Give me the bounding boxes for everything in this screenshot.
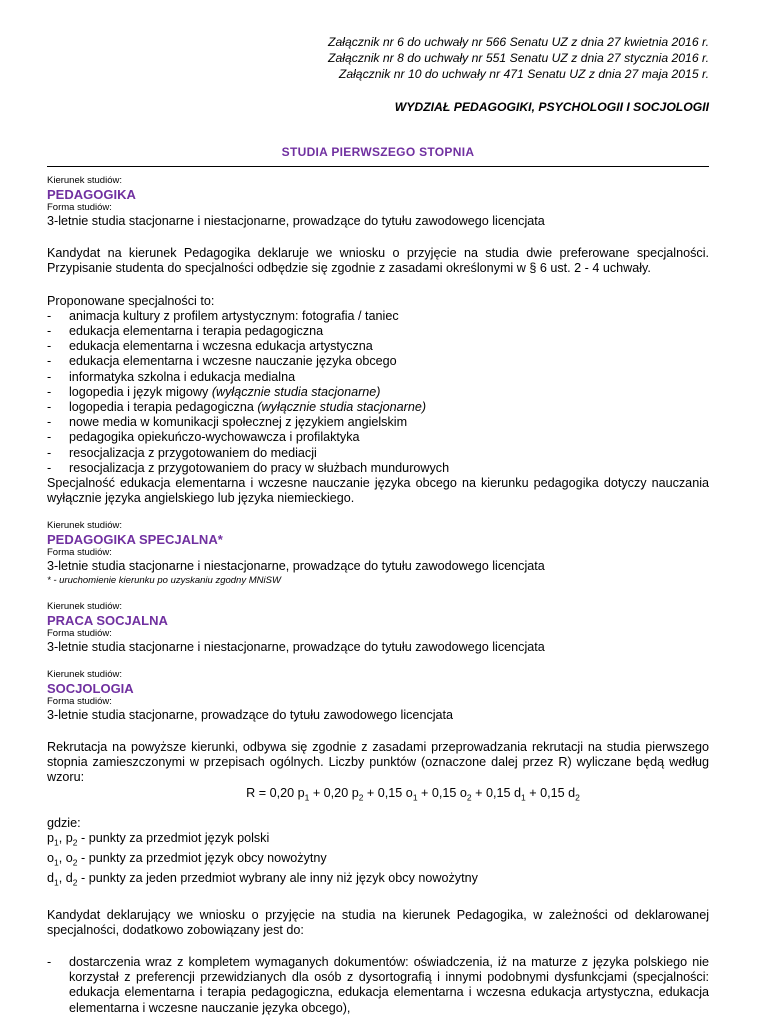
- list-item: - edukacja elementarna i terapia pedagogiczna: [47, 324, 324, 339]
- pedagogika-intro: Kandydat na kierunek Pedagogika deklaruje we wniosku o przyjęcie na studia dwie preferowane specjalności. Przypisanie studenta do specjalności odbędzie się zgodnie z zasadami określonymi w § 6 ust. 2 - 4 uchwały.: [47, 246, 709, 276]
- list-item: - edukacja elementarna i wczesne nauczanie języka obcego: [47, 354, 397, 369]
- program-form: 3-letnie studia stacjonarne, prowadzące do tytułu zawodowego licencjata: [47, 707, 454, 722]
- annex-line-1: Załącznik nr 6 do uchwały nr 566 Senatu UZ z dnia 27 kwietnia 2016 r.: [328, 35, 709, 49]
- list-item: - resocjalizacja z przygotowaniem do pracy w służbach mundurowych: [47, 460, 450, 475]
- forma-label: Forma studiów:: [47, 695, 112, 707]
- program-name: PEDAGOGIKA SPECJALNA*: [47, 532, 223, 548]
- forma-label: Forma studiów:: [47, 547, 112, 559]
- list-item: - informatyka szkolna i edukacja medialna: [47, 369, 296, 384]
- list-item: - animacja kultury z profilem artystycznym: fotografia / taniec: [47, 308, 399, 323]
- program-form: 3-letnie studia stacjonarne i niestacjonarne, prowadzące do tytułu zawodowego licencjata: [47, 214, 545, 228]
- program-pedagogika-specjalna: [47, 520, 709, 586]
- specializations-title: Proponowane specjalności to:: [47, 293, 215, 308]
- faculty-title: WYDZIAŁ PEDAGOGIKI, PSYCHOLOGII I SOCJOLOGII: [394, 100, 709, 114]
- program-form: 3-letnie studia stacjonarne i niestacjonarne, prowadzące do tytułu zawodowego licencjata: [47, 559, 545, 574]
- specializations-block: [47, 294, 709, 507]
- declaration-item: - dostarczenia wraz z kompletem wymaganych dokumentów: oświadczenia, iż na maturze z języka polskiego nie korzystał z preferencji przewidzianych dla osób z dysortografią i innymi podobnymi dysfunkcjami (specjalności: edukacja elementarna i terapia pedagogiczna, edukacja elementarna i wczesna edukacja artystyczna, edukacja elementarna i wczesne nauczanie języka obcego),: [47, 954, 709, 1015]
- recruitment-text: Rekrutacja na powyższe kierunki, odbywa się zgodnie z zasadami przeprowadzania rekrutacji na studia pierwszego stopnia zamieszczonymi w przepisach ogólnych. Liczby punktów (oznaczone dalej przez R) wyliczane będą według wzoru:: [47, 740, 709, 785]
- list-item: - logopedia i język migowy (wyłącznie studia stacjonarne): [47, 384, 381, 399]
- kierunek-label: Kierunek studiów:: [47, 520, 122, 532]
- definitions: [47, 816, 709, 890]
- forma-label: Forma studiów:: [47, 627, 112, 639]
- list-item: - pedagogika opiekuńczo-wychowawcza i profilaktyka: [47, 430, 360, 445]
- list-item: - edukacja elementarna i wczesna edukacja artystyczna: [47, 339, 373, 354]
- list-item-note: (wyłącznie studia stacjonarne): [257, 400, 427, 415]
- section-title: STUDIA PIERWSZEGO STOPNIA: [281, 145, 475, 159]
- program-praca-socjalna: [47, 601, 709, 655]
- kierunek-label: Kierunek studiów:: [47, 175, 122, 186]
- program-name: PEDAGOGIKA: [47, 187, 136, 202]
- list-item: - nowe media w komunikacji społecznej z językiem angielskim: [47, 415, 408, 430]
- program-socjologia: [47, 669, 709, 723]
- footnote: * - uruchomienie kierunku po uzyskaniu zgodny MNiSW: [47, 574, 281, 586]
- divider: [47, 166, 709, 167]
- list-item: - resocjalizacja z przygotowaniem do mediacji: [47, 445, 317, 460]
- definition-d: $d_1$, $d_2$ - punkty za jeden przedmiot wybrany ale inny niż język obcy nowożytny: [47, 870, 478, 888]
- document-page: [47, 0, 709, 1016]
- where-label: gdzie:: [47, 816, 81, 831]
- kierunek-label: Kierunek studiów:: [47, 600, 122, 612]
- annex-line-3: Załącznik nr 10 do uchwały nr 471 Senatu UZ z dnia 27 maja 2015 r.: [338, 67, 709, 81]
- program-name: PRACA SOCJALNA: [47, 612, 168, 628]
- program-name: SOCJOLOGIA: [47, 680, 134, 696]
- kierunek-label: Kierunek studiów:: [47, 668, 122, 680]
- declaration-text: Kandydat deklarujący we wniosku o przyjęcie na studia na kierunek Pedagogika, w zależności od deklarowanej specjalności, dodatkowo zobowiązany jest do:: [47, 907, 709, 937]
- list-item-note: (wyłącznie studia stacjonarne): [211, 384, 381, 399]
- specializations-list: [47, 309, 709, 476]
- definition-o: $o_1$, $o_2$ - punkty za przedmiot język obcy nowożytny: [47, 851, 327, 868]
- program-pedagogika: [47, 175, 709, 229]
- score-formula: R = 0,20 $p_1 + 0,20$ $p_2 + 0,15$ $o_1 + 0,15$ $o_2 + 0,15$ $d_1 + 0,15$ $d_2$: [246, 785, 580, 803]
- specialization-note: Specjalność edukacja elementarna i wczesne nauczanie języka obcego na kierunku pedagogika dotyczy nauczania wyłącznie języka angielskiego lub języka niemieckiego.: [47, 476, 709, 506]
- list-item: - logopedia i terapia pedagogiczna (wyłącznie studia stacjonarne): [47, 400, 427, 415]
- program-form: 3-letnie studia stacjonarne i niestacjonarne, prowadzące do tytułu zawodowego licencjata: [47, 639, 545, 654]
- annex-line-2: Załącznik nr 8 do uchwały nr 551 Senatu UZ z dnia 27 stycznia 2016 r.: [328, 51, 709, 65]
- forma-label: Forma studiów:: [47, 202, 112, 213]
- definition-p: $p_1$, $p_2$ - punkty za przedmiot język polski: [47, 831, 270, 848]
